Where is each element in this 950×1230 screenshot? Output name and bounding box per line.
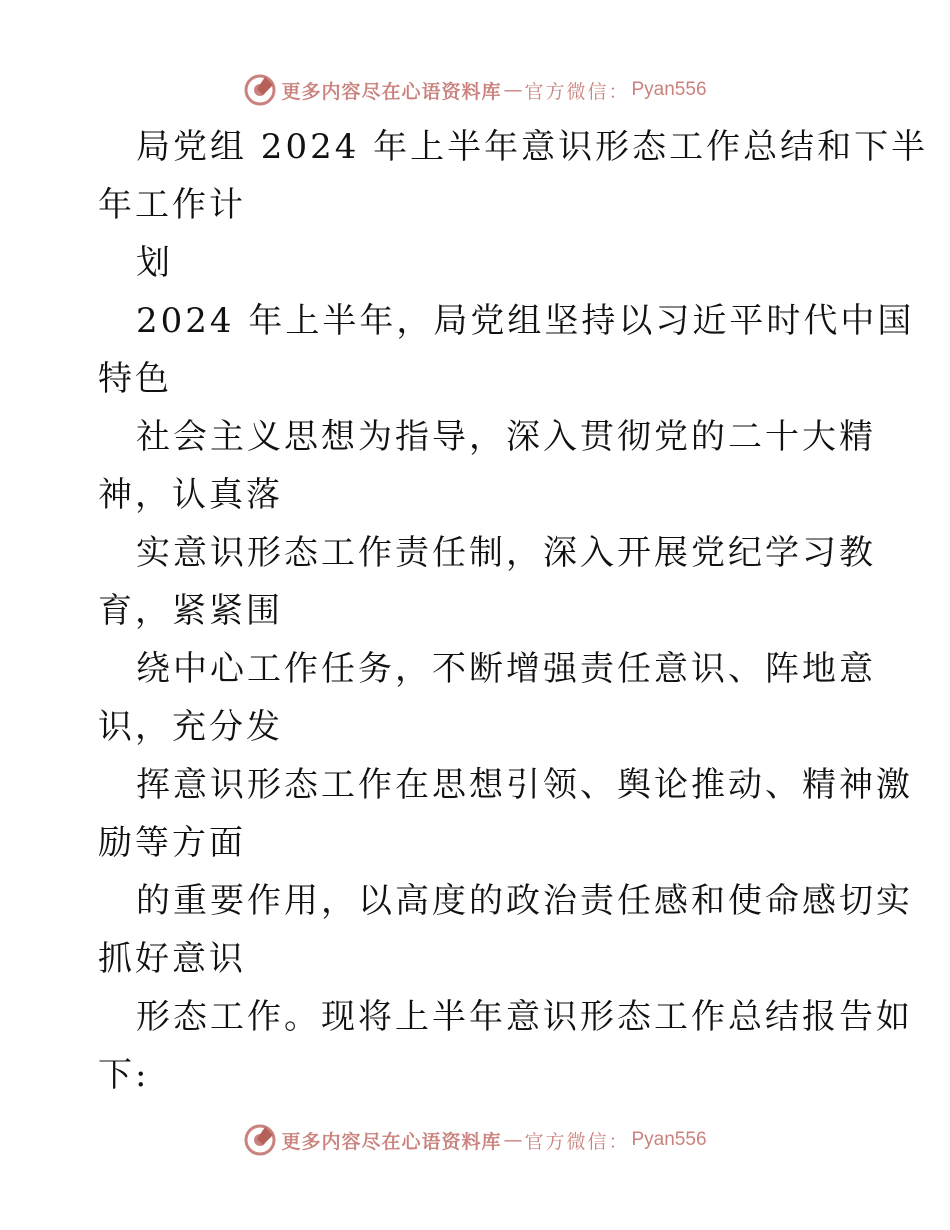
watermark-site-text: 更多内容尽在心语资料库	[281, 1130, 502, 1153]
watermark-wechat-label: 官方微信：	[524, 80, 630, 103]
text-line: 识，充分发	[98, 707, 283, 747]
text-line: 年工作计	[98, 185, 246, 225]
document-body	[98, 118, 929, 1104]
watermark-wechat-id: Pyan556	[631, 1129, 707, 1150]
text-line: 的重要作用，以高度的政治责任感和使命感切实	[136, 881, 913, 921]
watermark-site-text: 更多内容尽在心语资料库	[281, 80, 502, 103]
text-line: 挥意识形态工作在思想引领、舆论推动、精神激	[136, 765, 913, 805]
watermark-wechat-label: 官方微信：	[524, 1130, 630, 1153]
text-line: 实意识形态工作责任制，深入开展党纪学习教	[136, 533, 876, 573]
watermark-separator: —	[503, 1129, 523, 1151]
text-line: 社会主义思想为指导，深入贯彻党的二十大精	[136, 417, 876, 457]
text-line: 励等方面	[98, 823, 246, 863]
text-line: 神，认真落	[98, 475, 283, 515]
pen-circle-logo-icon	[243, 73, 277, 107]
text-line: 形态工作。现将上半年意识形态工作总结报告如	[136, 997, 913, 1037]
text-line: 划	[136, 243, 173, 283]
text-line: 绕中心工作任务，不断增强责任意识、阵地意	[136, 649, 876, 689]
text-line: 下:	[98, 1055, 150, 1095]
watermark-separator: —	[503, 79, 523, 101]
text-line: 2024 年上半年，局党组坚持以习近平时代中国	[136, 301, 915, 341]
text-line: 局党组 2024 年上半年意识形态工作总结和下半	[136, 127, 929, 167]
watermark-banner-bottom	[0, 1120, 950, 1160]
text-line: 抓好意识	[98, 939, 246, 979]
watermark-wechat-id: Pyan556	[631, 79, 707, 100]
pen-circle-logo-icon	[243, 1123, 277, 1157]
text-line: 特色	[98, 359, 172, 399]
watermark-banner-top	[0, 70, 950, 110]
text-line: 育，紧紧围	[98, 591, 283, 631]
